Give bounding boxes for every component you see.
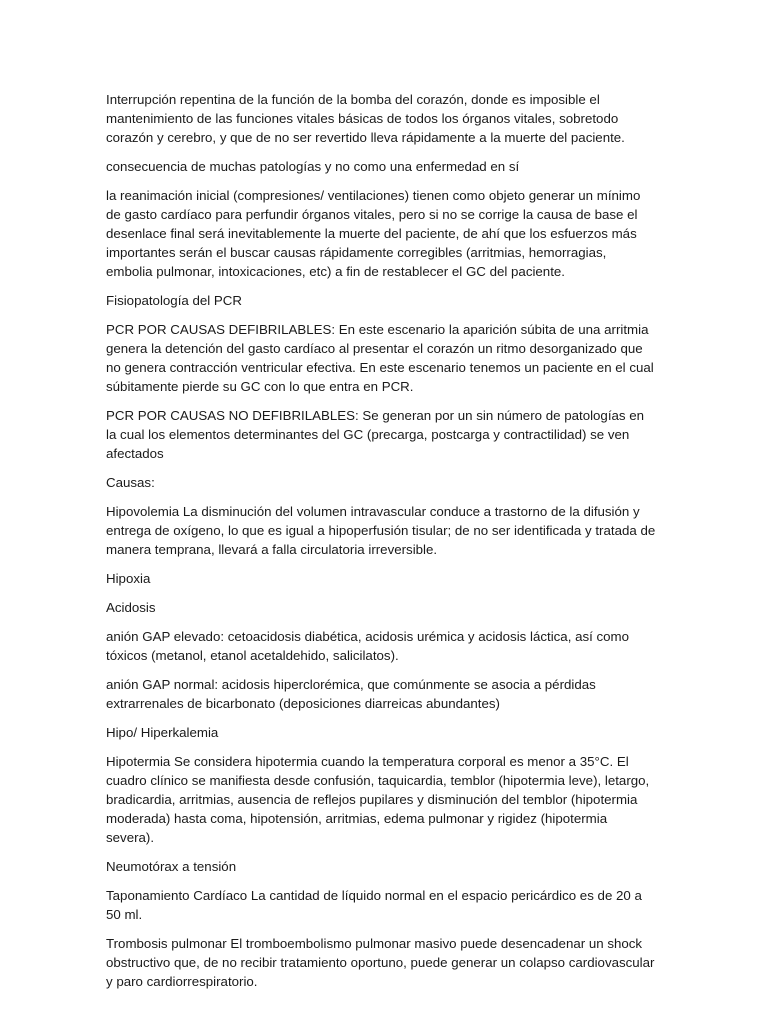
item-tension-pneumothorax: Neumotórax a tensión: [106, 859, 237, 874]
paragraph-high-anion-gap: anión GAP elevado: cetoacidosis diabética, acidosis urémica y acidosis láctica, así como tóxicos (metanol, etanol acetaldehido, salicilatos).: [106, 629, 630, 663]
paragraph-defibrillable-causes: PCR POR CAUSAS DEFIBRILABLES: En este escenario la aparición súbita de una arritmia genera la detención del gasto cardíaco al presentar el corazón un ritmo desorganizado que no genera contracción ventricular efectiva. En este escenario tenemos un paciente en el cual súbitamente pierde su GC con lo que entra en PCR.: [106, 322, 654, 394]
heading-pathophysiology: Fisiopatología del PCR: [106, 293, 242, 308]
heading-causes: Causas:: [106, 475, 155, 490]
paragraph-hypothermia: Hipotermia Se considera hipotermia cuando la temperatura corporal es menor a 35°C. El cuadro clínico se manifiesta desde confusión, taquicardia, temblor (hipotermia leve), letargo, bradicardia, arritmias, ausencia de reflejos pupilares y disminución del temblor (hipotermia moderada) hasta coma, hipotensión, arritmias, edema pulmonar y rigidez (hipotermia severa).: [106, 754, 650, 845]
paragraph-normal-anion-gap: anión GAP normal: acidosis hiperclorémica, que comúnmente se asocia a pérdidas extrarrenales de bicarbonato (deposiciones diarreicas abundantes): [106, 677, 596, 711]
item-hypoxia: Hipoxia: [106, 571, 151, 586]
paragraph-non-defibrillable-causes: PCR POR CAUSAS NO DEFIBRILABLES: Se generan por un sin número de patologías en la cual los elementos determinantes del GC (precarga, postcarga y contractilidad) se ven afectados: [106, 408, 645, 461]
paragraph-consequence: consecuencia de muchas patologías y no como una enfermedad en sí: [106, 159, 520, 174]
paragraph-pulmonary-thrombosis: Trombosis pulmonar El tromboembolismo pulmonar masivo puede desencadenar un shock obstructivo que, de no recibir tratamiento oportuno, puede generar un colapso cardiovascular y paro cardiorrespiratorio.: [106, 936, 655, 989]
paragraph-cardiac-tamponade: Taponamiento Cardíaco La cantidad de líquido normal en el espacio pericárdico es de 20 a 50 ml.: [106, 888, 642, 922]
paragraph-hypovolemia: Hipovolemia La disminución del volumen intravascular conduce a trastorno de la difusión y entrega de oxígeno, lo que es igual a hipoperfusión tisular; de no ser identificada y tratada de manera temprana, llevará a falla circulatoria irreversible.: [106, 504, 656, 557]
paragraph-initial-resuscitation: la reanimación inicial (compresiones/ ventilaciones) tienen como objeto generar un mínimo de gasto cardíaco para perfundir órganos vitales, pero si no se corrige la causa de base el desenlace final será inevitablemente la muerte del paciente, de ahí que los esfuerzos más importantes serán el buscar causas rápidamente corregibles (arritmias, hemorragias, embolia pulmonar, intoxicaciones, etc) a fin de restablecer el GC del paciente.: [106, 188, 641, 279]
item-hypo-hyperkalemia: Hipo/ Hiperkalemia: [106, 725, 219, 740]
item-acidosis: Acidosis: [106, 600, 156, 615]
paragraph-definition: Interrupción repentina de la función de la bomba del corazón, donde es imposible el mantenimiento de las funciones vitales básicas de todos los órganos vitales, sobretodo corazón y cerebro, y que de no ser revertido lleva rápidamente a la muerte del paciente.: [106, 92, 625, 145]
